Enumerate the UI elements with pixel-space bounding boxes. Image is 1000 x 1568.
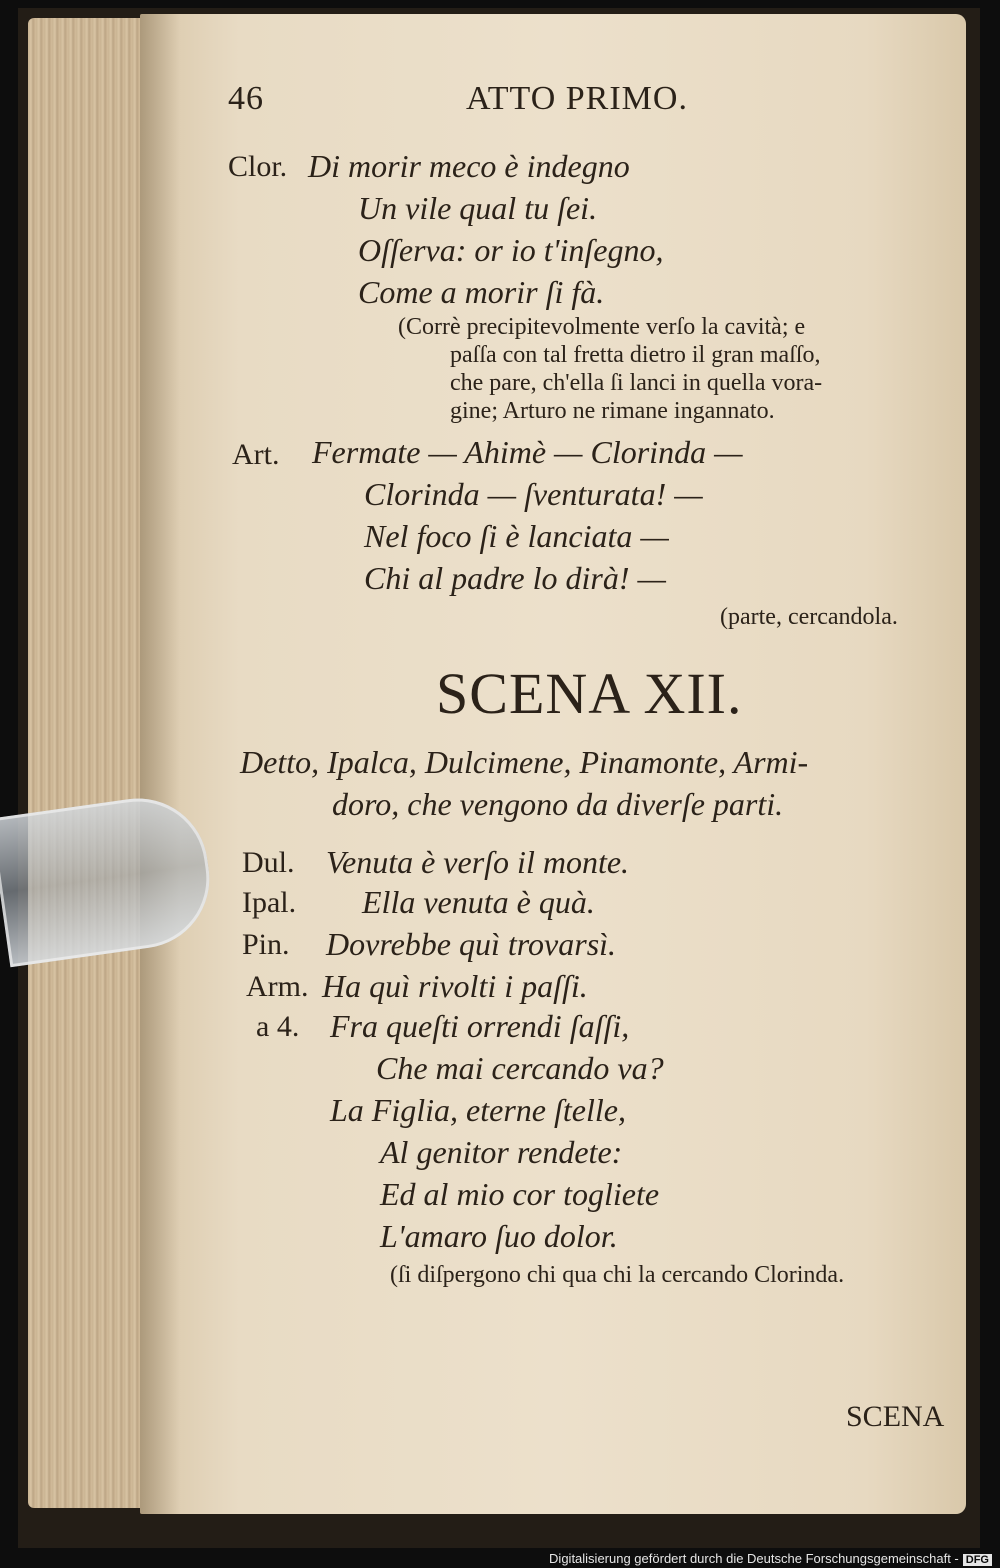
running-title: ATTO PRIMO. <box>466 80 688 117</box>
verse-line: La Figlia, eterne ſtelle, <box>330 1092 626 1128</box>
speaker-clor: Clor. <box>228 150 288 183</box>
dfg-logo: DFG <box>963 1554 992 1566</box>
verse-line: Chi al padre lo dirà! — <box>364 560 666 596</box>
stage-direction: (Corrè precipitevolmente verſo la cavità; e <box>398 314 806 340</box>
page-gutter-shadow <box>140 14 180 1514</box>
verse-line: Fermate — Ahimè — Clorinda — <box>312 434 743 470</box>
verse-line: Come a morir ſi fà. <box>358 274 605 310</box>
verse-line: Al genitor rendete: <box>380 1134 623 1170</box>
speaker-a4: a 4. <box>256 1010 300 1043</box>
cast-list: Detto, Ipalca, Dulcimene, Pinamonte, Armi- <box>240 744 809 780</box>
speaker-pin: Pin. <box>242 928 290 961</box>
verse-line: Nel foco ſi è lanciata — <box>364 518 669 554</box>
cast-list: doro, che vengono da diverſe parti. <box>332 786 784 822</box>
scene-title: SCENA XII. <box>436 661 743 726</box>
page-edges <box>28 18 146 1508</box>
verse-line: Un vile qual tu ſei. <box>358 190 598 226</box>
stage-direction: paſſa con tal fretta dietro il gran maſſo, <box>450 342 821 368</box>
stage-direction: gine; Arturo ne rimane ingannato. <box>450 398 775 424</box>
page-number: 46 <box>228 80 264 117</box>
speaker-art: Art. <box>232 438 280 471</box>
digitization-footer <box>549 1551 992 1566</box>
speaker-ipal: Ipal. <box>242 886 297 919</box>
stage-direction: (ſi diſpergono chi qua chi la cercando Clorinda. <box>390 1262 845 1288</box>
verse-line: Di morir meco è indegno <box>308 148 630 184</box>
catchword: SCENA <box>846 1400 945 1433</box>
verse-line: Dovrebbe quì trovarsì. <box>326 926 617 962</box>
verse-line: Venuta è verſo il monte. <box>326 844 630 880</box>
stage-direction: (parte, cercandola. <box>720 604 898 630</box>
verse-line: Fra queſti orrendi ſaſſi, <box>330 1008 630 1044</box>
footer-text: Digitalisierung gefördert durch die Deutsche Forschungsgemeinschaft - <box>549 1551 959 1566</box>
verse-line: Ha quì rivolti i paſſi. <box>322 968 588 1004</box>
speaker-arm: Arm. <box>246 970 309 1003</box>
verse-line: L'amaro ſuo dolor. <box>380 1218 618 1254</box>
verse-line: Ella venuta è quà. <box>362 884 595 920</box>
verse-line: Ed al mio cor togliete <box>380 1176 660 1212</box>
stage-direction: che pare, ch'ella ſi lanci in quella vora- <box>450 370 823 396</box>
verse-line: Clorinda — ſventurata! — <box>364 476 703 512</box>
verse-line: Che mai cercando va? <box>376 1050 664 1086</box>
verse-line: Oſſerva: or io t'inſegno, <box>358 232 664 268</box>
speaker-dul: Dul. <box>242 846 295 879</box>
